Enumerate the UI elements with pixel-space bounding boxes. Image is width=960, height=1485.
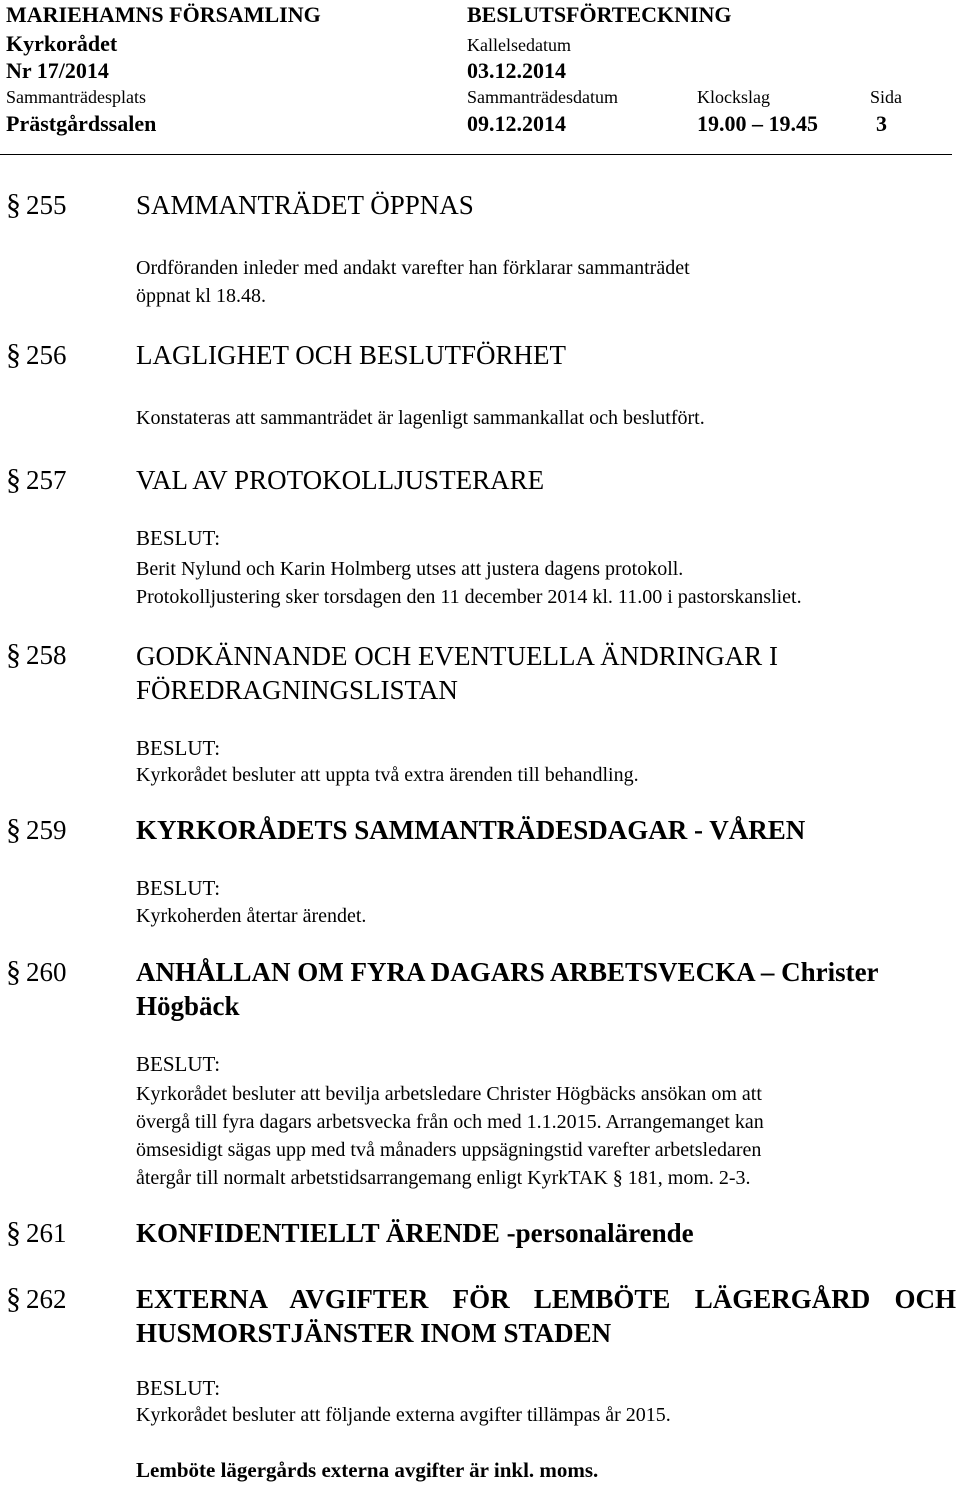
section-number: 260 bbox=[26, 957, 67, 987]
section-symbol: § bbox=[6, 1282, 21, 1315]
section-title-line: GODKÄNNANDE OCH EVENTUELLA ÄNDRINGAR I bbox=[136, 641, 778, 671]
section-title: KONFIDENTIELLT ÄRENDE -personalärende bbox=[136, 1218, 694, 1248]
decision-label: BESLUT: bbox=[136, 526, 221, 550]
page-number: 3 bbox=[876, 111, 887, 136]
meeting-place: Prästgårdssalen bbox=[6, 111, 157, 136]
decision-label: BESLUT: bbox=[136, 1376, 221, 1400]
body-line: Ordföranden inleder med andakt varefter han förklarar sammanträdet bbox=[136, 257, 690, 279]
section-title: KYRKORÅDETS SAMMANTRÄDESDAGAR - VÅREN bbox=[136, 815, 806, 845]
body-line: Kyrkorådet besluter att bevilja arbetsledare Christer Högbäcks ansökan om att bbox=[136, 1083, 762, 1105]
meeting-date: 09.12.2014 bbox=[467, 111, 566, 136]
body-line: Konstateras att sammanträdet är lagenligt sammankallat och beslutfört. bbox=[136, 407, 705, 429]
decision-label: BESLUT: bbox=[136, 876, 221, 900]
body-line: återgår till normalt arbetstidsarrangemang enligt KyrkTAK § 181, mom. 2-3. bbox=[136, 1167, 751, 1189]
call-date: 03.12.2014 bbox=[467, 58, 566, 83]
subheading: Lemböte lägergårds externa avgifter är inkl. moms. bbox=[136, 1458, 599, 1482]
body-line: Kyrkoherden återtar ärendet. bbox=[136, 905, 367, 927]
section-title bbox=[136, 1282, 956, 1350]
section-number: 255 bbox=[26, 190, 67, 220]
call-date-label: Kallelsedatum bbox=[467, 35, 571, 55]
body-line: Berit Nylund och Karin Holmberg utses att justera dagens protokoll. bbox=[136, 558, 684, 580]
section-number: 256 bbox=[26, 340, 67, 370]
header-rule bbox=[0, 154, 952, 155]
section-symbol: § bbox=[6, 1216, 21, 1249]
section-symbol: § bbox=[6, 463, 21, 496]
section-title-line: HUSMORSTJÄNSTER INOM STADEN bbox=[136, 1318, 612, 1348]
section-title: VAL AV PROTOKOLLJUSTERARE bbox=[136, 465, 545, 495]
place-label: Sammanträdesplats bbox=[6, 87, 146, 107]
body-line: Protokolljustering sker torsdagen den 11 december 2014 kl. 11.00 i pastorskansliet. bbox=[136, 586, 802, 608]
section-title-line: ANHÅLLAN OM FYRA DAGARS ARBETSVECKA – Christer bbox=[136, 957, 879, 987]
body-line: övergå till fyra dagars arbetsvecka från och med 1.1.2015. Arrangemanget kan bbox=[136, 1111, 764, 1133]
meeting-number: Nr 17/2014 bbox=[6, 58, 109, 83]
decision-label: BESLUT: bbox=[136, 1052, 221, 1076]
section-number: 262 bbox=[26, 1284, 67, 1314]
section-number: 257 bbox=[26, 465, 67, 495]
section-number: 259 bbox=[26, 815, 67, 845]
body-line: Kyrkorådet besluter att uppta två extra ärenden till behandling. bbox=[136, 764, 639, 786]
section-number: 258 bbox=[26, 640, 67, 670]
section-symbol: § bbox=[6, 813, 21, 846]
section-number: 261 bbox=[26, 1218, 67, 1248]
section-title: SAMMANTRÄDET ÖPPNAS bbox=[136, 190, 474, 220]
body-line: Kyrkorådet besluter att följande externa avgifter tillämpas år 2015. bbox=[136, 1404, 671, 1426]
doc-type: BESLUTSFÖRTECKNING bbox=[467, 2, 732, 27]
section-symbol: § bbox=[6, 955, 21, 988]
section-title-line: FÖREDRAGNINGSLISTAN bbox=[136, 675, 458, 705]
date-label: Sammanträdesdatum bbox=[467, 87, 618, 107]
body-line: ömsesidigt sägas upp med två månaders uppsägningstid varefter arbetsledaren bbox=[136, 1139, 762, 1161]
section-symbol: § bbox=[6, 188, 21, 221]
section-title-line: EXTERNA AVGIFTER FÖR LEMBÖTE LÄGERGÅRD OCH bbox=[136, 1284, 956, 1314]
body-line: öppnat kl 18.48. bbox=[136, 285, 266, 307]
section-title-line: Högbäck bbox=[136, 991, 240, 1021]
org-name: MARIEHAMNS FÖRSAMLING bbox=[6, 2, 321, 27]
time-label: Klockslag bbox=[697, 87, 770, 107]
body-name: Kyrkorådet bbox=[6, 31, 118, 56]
meeting-time: 19.00 – 19.45 bbox=[697, 111, 818, 136]
section-title: LAGLIGHET OCH BESLUTFÖRHET bbox=[136, 340, 566, 370]
page-label: Sida bbox=[870, 87, 903, 107]
section-symbol: § bbox=[6, 638, 21, 671]
decision-label: BESLUT: bbox=[136, 736, 221, 760]
section-symbol: § bbox=[6, 338, 21, 371]
